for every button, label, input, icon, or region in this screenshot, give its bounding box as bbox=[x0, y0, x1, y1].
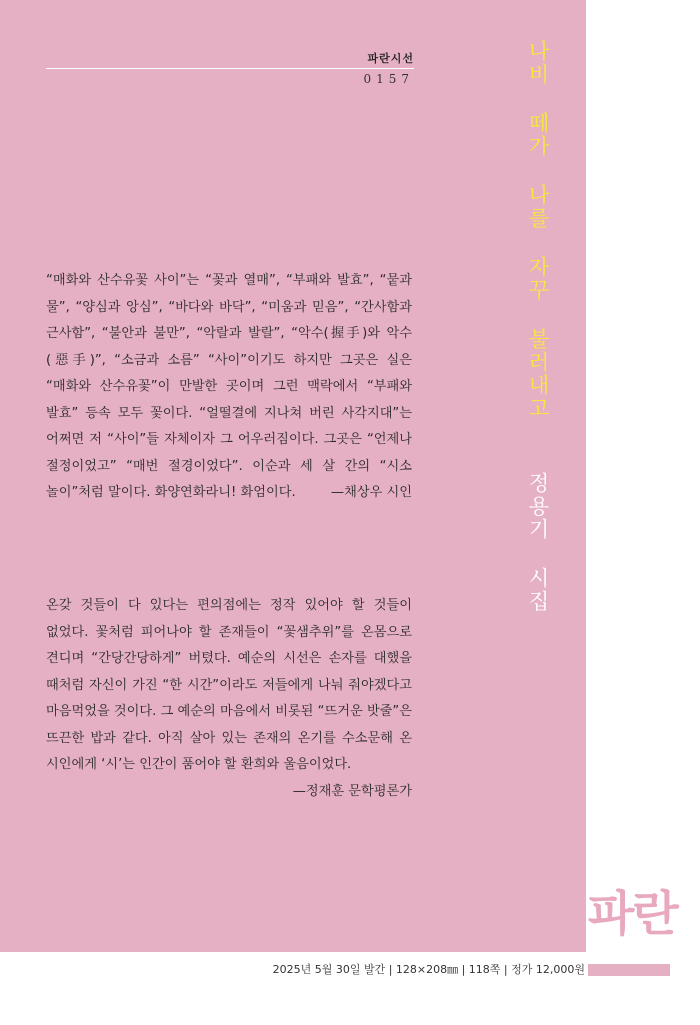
accent-bar bbox=[588, 964, 670, 976]
publication-info: 2025년 5월 30일 발간 | 128×208㎜ | 118쪽 | 정가 12,000원 bbox=[272, 963, 585, 976]
book-author: 정용기 시집 bbox=[526, 472, 550, 613]
blurb-first-credit: —채상우 시인 bbox=[330, 485, 412, 500]
series-number: 0157 bbox=[363, 72, 414, 86]
blurb-second-credit: —정재훈 문학평론가 bbox=[292, 783, 412, 799]
book-title: 나비 떼가 나를 자꾸 불러내고 bbox=[526, 40, 550, 420]
blurb-first-text: “매화와 산수유꽃 사이”는 “꽃과 열매”, “부패와 발효”, “뭍과 물”, “양심과 앙심”, “바다와 바닥”, “미움과 믿음”, “간사함과 근사함”, “불안과 불만”, “악랄과 발랄”, “악수(握手)와 악수(惡手)”, “소금과 소름” “사이”이기도 하지만 그곳은 실은 “매화와 산수유꽃”이 만발한 곳이며 그런 맥락에서 “부패와 발효” 등속 모두 꽃이다. “얼떨결에 지나쳐 버린 사각지대”는 어쩌면 저 “사이”들 자체이자 그 어우러짐이다. 그곳은 “언제나 절정이었고” “매번 절경이었다”. 이순과 세 살 간의 “시소 놀이”처럼 말이다. 화양연화라니! 화엄이다. bbox=[46, 273, 412, 500]
publisher-logo: 파란 bbox=[588, 886, 677, 942]
header-divider bbox=[46, 68, 414, 69]
blurb-second-text: 온갖 것들이 다 있다는 편의점에는 정작 있어야 할 것들이 없었다. 꽃처럼 피어나야 할 존재들이 “꽃샘추위”를 온몸으로 견디며 “간당간당하게” 버텼다. 예순의 시선은 손자를 대했을 때처럼 자신이 가진 “한 시간”이라도 저들에게 나눠 줘야겠다고 마음먹었을 것이다. 그 예순의 마음에서 비롯된 “뜨거운 밧줄”은 뜨끈한 밥과 같다. 아직 살아 있는 존재의 온기를 수소문해 온 시인에게 ‘시’는 인간이 품어야 할 환희와 울음이었다. bbox=[46, 598, 412, 772]
spine-title-column bbox=[500, 40, 548, 613]
blurb-second bbox=[46, 593, 412, 805]
blurb-first bbox=[46, 268, 412, 507]
series-name: 파란시선 bbox=[367, 52, 414, 65]
